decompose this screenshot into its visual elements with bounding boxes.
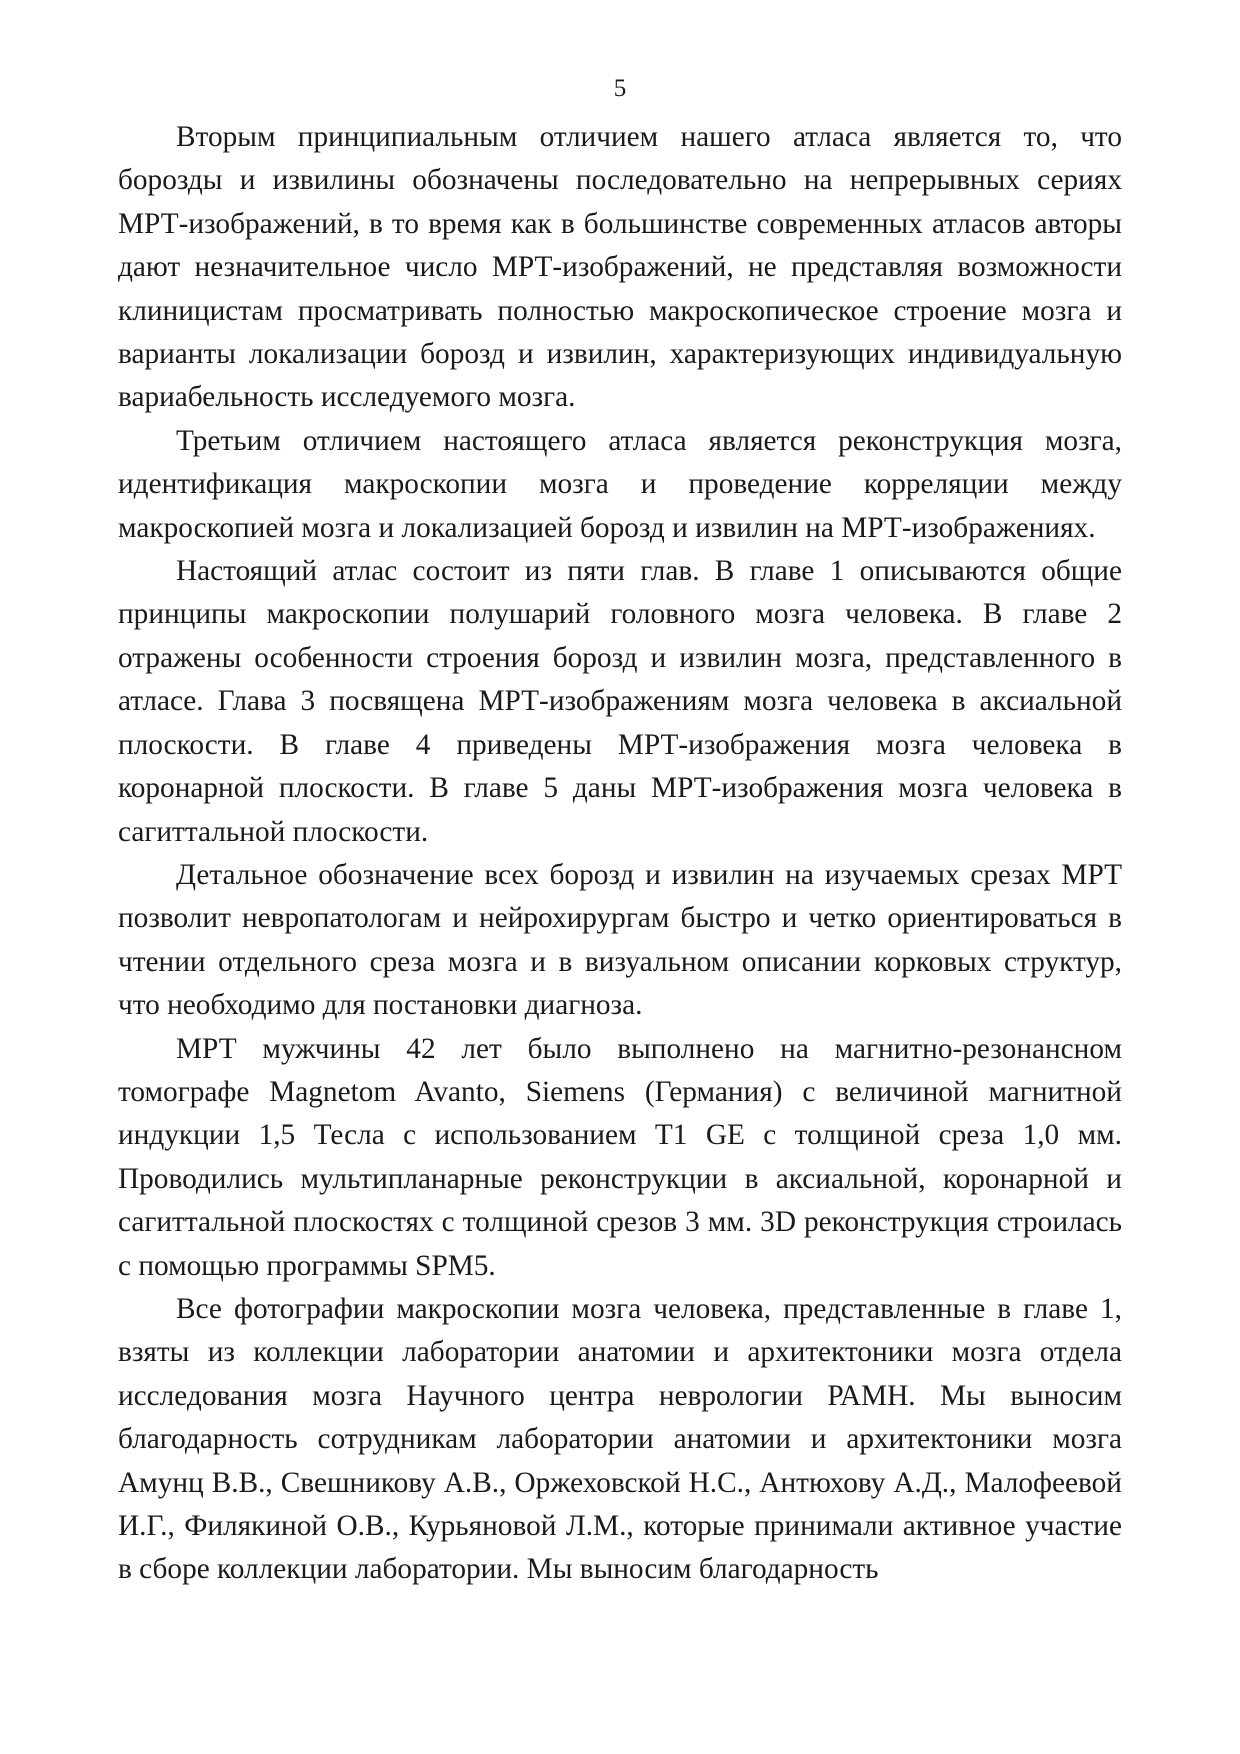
paragraph-second-distinction: Вторым принципиальным отличием нашего атласа является то, что борозды и извилины обозначены последовательно на непрерывных сериях МРТ-изображений, в то время как в большинстве современных атласов авторы дают незначительное число МРТ-изображений, не представляя возможности клиницистам просматривать полностью макроскопическое строение мозга и варианты локализации борозд и извилин, характеризующих индивидуальную вариабельность исследуемого мозга.	[118, 121, 1122, 414]
body-text	[118, 116, 1122, 1592]
paragraph-third-distinction: Третьим отличием настоящего атласа является реконструкция мозга, идентификация макроскопии мозга и проведение корреляции между макроскопией мозга и локализацией борозд и извилин на МРТ-изображениях.	[118, 424, 1122, 544]
page-number: 5	[613, 75, 627, 102]
paragraph-acknowledgements: Все фотографии макроскопии мозга человека, представленные в главе 1, взяты из коллекции лаборатории анатомии и архитектоники мозга отдела исследования мозга Научного центра неврологии РАМН. Мы выносим благодарность сотрудникам лаборатории анатомии и архитектоники мозга Амунц В.В., Свешникову А.В., Оржеховской Н.С., Антюхову А.Д., Малофеевой И.Г., Филякиной О.В., Курьяновой Л.М., которые принимали активное участие в сборе коллекции лаборатории. Мы выносим благодарность	[118, 1292, 1122, 1586]
paragraph-mri-method: МРТ мужчины 42 лет было выполнено на магнитно-резонансном томографе Magnetom Avanto, Siemens (Германия) с величиной магнитной индукции 1,5 Тесла с использованием T1 GE с толщиной среза 1,0 мм. Проводились мультипланарные реконструкции в аксиальной, коронарной и сагиттальной плоскостях с толщиной срезов 3 мм. 3D реконструкция строилась с помощью программы SPM5.	[118, 1032, 1122, 1282]
paragraph-detailed-labeling: Детальное обозначение всех борозд и извилин на изучаемых срезах МРТ позволит невропатологам и нейрохирургам быстро и четко ориентироваться в чтении отдельного среза мозга и в визуальном описании корковых структур, что необходимо для постановки диагноза.	[118, 858, 1122, 1022]
paragraph-chapters-overview: Настоящий атлас состоит из пяти глав. В главе 1 описываются общие принципы макроскопии полушарий головного мозга человека. В главе 2 отражены особенности строения борозд и извилин мозга, представленного в атласе. Глава 3 посвящена МРТ-изображениям мозга человека в аксиальной плоскости. В главе 4 приведены МРТ-изображения мозга человека в коронарной плоскости. В главе 5 даны МРТ-изображения мозга человека в сагиттальной плоскости.	[118, 555, 1122, 848]
